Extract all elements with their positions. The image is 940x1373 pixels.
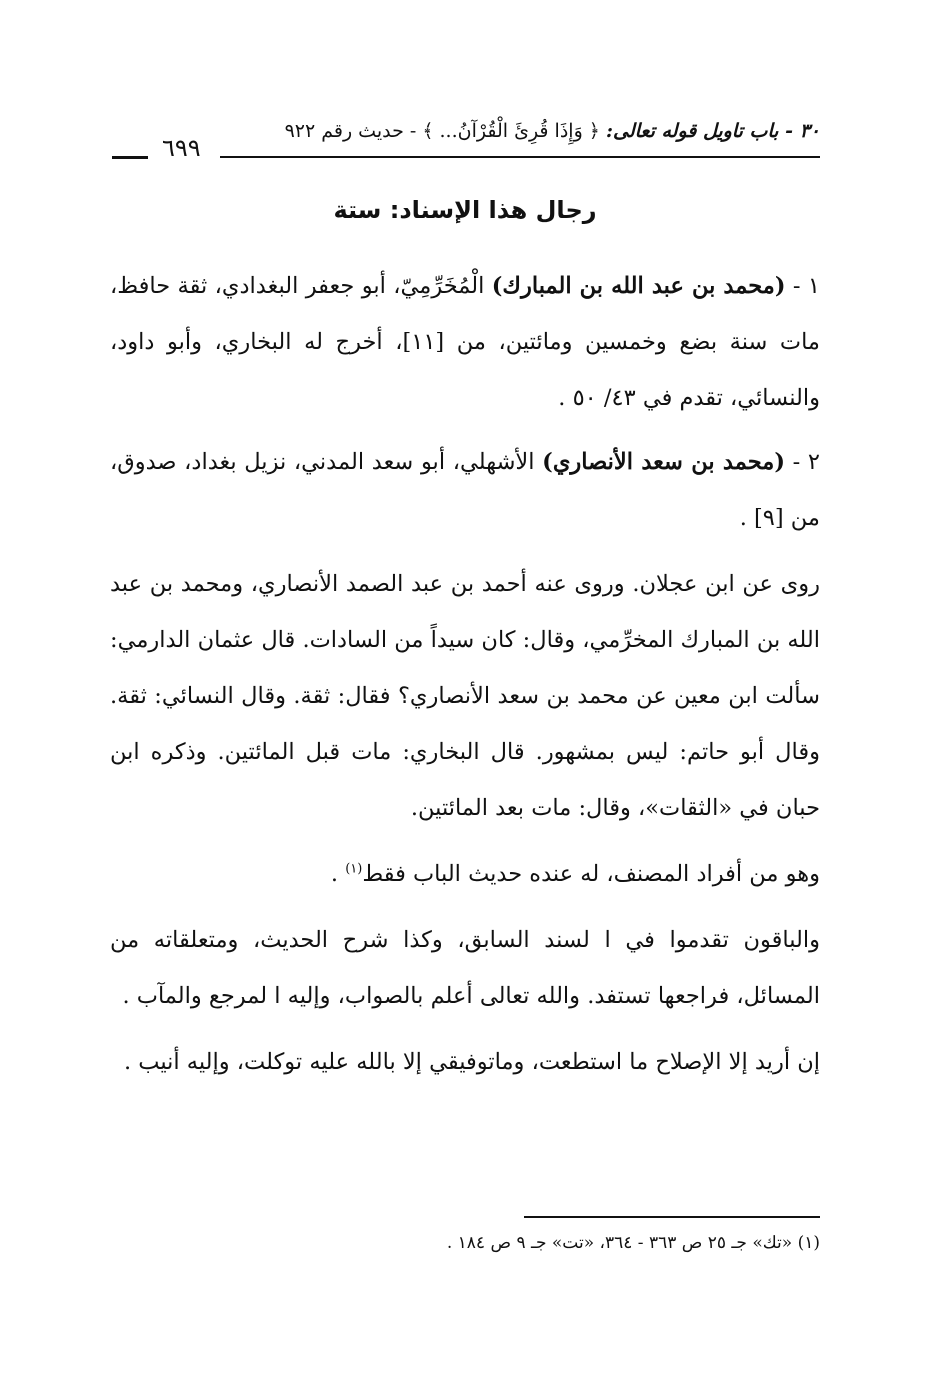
entry-number: ١ - xyxy=(785,273,820,299)
verse-and-hadith-number: ﴿ وَإِذَا قُرِئَ الْقُرْآنُ... ﴾ - حديث رقم ٩٢٢ xyxy=(284,120,606,142)
footnote-marker[interactable]: (١) xyxy=(345,861,363,877)
running-header xyxy=(112,112,820,162)
chapter-title xyxy=(285,120,820,142)
narrator-name: (محمد بن سعد الأنصاري) xyxy=(542,449,785,475)
narrator-details: الأشهلي، أبو سعد المدني، نزيل بغداد، صدوق، من [٩] . xyxy=(110,449,820,531)
remaining-narrators-paragraph: والباقون تقدموا في ا لسند السابق، وكذا شرح الحديث، ومتعلقاته من المسائل، فراجعها تستفد. والله تعالى أعلم بالصواب، وإليه ا لمرجع والمآب . xyxy=(110,927,820,1009)
section-title: رجال هذا الإسناد: ستة xyxy=(333,196,597,224)
page-number: ٦٩٩ xyxy=(162,134,201,162)
biography-paragraph: روى عن ابن عجلان. وروى عنه أحمد بن عبد الصمد الأنصاري، ومحمد بن عبد الله بن المبارك المخرِّمي، وقال: كان سيداً من السادات. قال عثمان الدارمي: سألت ابن معين عن محمد بن سعد الأنصاري؟ فقال: ثقة. وقال النسائي: ثقة. وقال أبو حاتم: ليس بمشهور. قال البخاري: مات قبل المائتين. وذكره ابن حبان في «الثقات»، وقال: مات بعد المائتين. xyxy=(110,571,820,821)
header-rule xyxy=(220,156,820,158)
solo-narration-text: وهو من أفراد المصنف، له عنده حديث الباب فقط xyxy=(362,861,820,887)
footnote: (١) «تك» جـ ٢٥ ص ٣٦٣ - ٣٦٤، «تت» جـ ٩ ص ١٨٤ . xyxy=(446,1233,820,1253)
chapter-heading: ٣٠ - باب تاويل قوله تعالى: xyxy=(605,120,820,142)
footnote-separator xyxy=(524,1216,820,1218)
narrator-entry-1 xyxy=(110,258,820,426)
page-number-dash xyxy=(112,156,148,159)
closing-paragraph: إن أريد إلا الإصلاح ما استطعت، وماتوفيقي إلا بالله عليه توكلت، وإليه أنيب . xyxy=(123,1049,820,1075)
entry-number: ٢ - xyxy=(784,449,820,475)
narrator-details: الْمُخَرِّمِيّ، أبو جعفر البغدادي، ثقة حافظ، مات سنة بضع وخمسين ومائتين، من [١١]، أخرج له البخاري، وأبو داود، والنسائي، تقدم في ٤٣/ ٥٠ . xyxy=(110,273,820,411)
solo-narration-paragraph xyxy=(110,846,820,902)
main-text xyxy=(110,258,820,1090)
solo-narration-end: . xyxy=(330,861,346,887)
narrator-entry-2 xyxy=(110,434,820,546)
narrator-name: (محمد بن عبد الله بن المبارك) xyxy=(491,273,786,299)
